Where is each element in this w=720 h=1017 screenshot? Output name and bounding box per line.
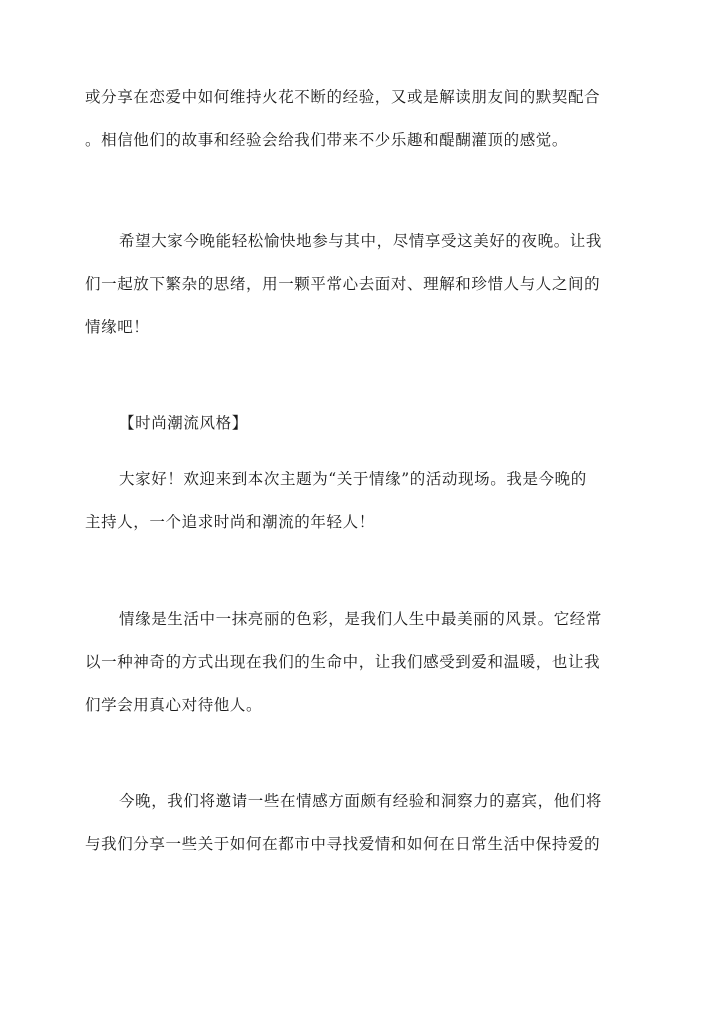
- paragraph-1-line-1: 或分享在恋爱中如何维持火花不断的经验，又或是解读朋友间的默契配合: [85, 88, 601, 106]
- section-heading: 【时尚潮流风格】: [119, 414, 248, 432]
- paragraph-6-line-2: 与我们分享一些关于如何在都市中寻找爱情和如何在日常生活中保持爱的: [85, 835, 601, 853]
- paragraph-6-line-1: 今晚，我们将邀请一些在情感方面颇有经验和洞察力的嘉宾，他们将: [119, 792, 603, 810]
- paragraph-5-line-1: 情缘是生活中一抹亮丽的色彩，是我们人生中最美丽的风景。它经常: [119, 610, 603, 628]
- paragraph-4-line-2: 主持人，一个追求时尚和潮流的年轻人！: [85, 513, 375, 531]
- paragraph-2-line-2: 们一起放下繁杂的思绪，用一颗平常心去面对、理解和珍惜人与人之间的: [85, 275, 601, 293]
- paragraph-1-line-2: 。相信他们的故事和经验会给我们带来不少乐趣和醍醐灌顶的感觉。: [85, 131, 569, 149]
- paragraph-2-line-1: 希望大家今晚能轻松愉快地参与其中，尽情享受这美好的夜晚。让我: [119, 232, 603, 250]
- paragraph-5-line-3: 们学会用真心对待他人。: [85, 696, 263, 714]
- paragraph-4-line-1: 大家好！欢迎来到本次主题为“关于情缘”的活动现场。我是今晚的: [119, 470, 587, 488]
- paragraph-5-line-2: 以一种神奇的方式出现在我们的生命中，让我们感受到爱和温暖，也让我: [85, 653, 601, 671]
- paragraph-2-line-3: 情缘吧！: [85, 318, 150, 336]
